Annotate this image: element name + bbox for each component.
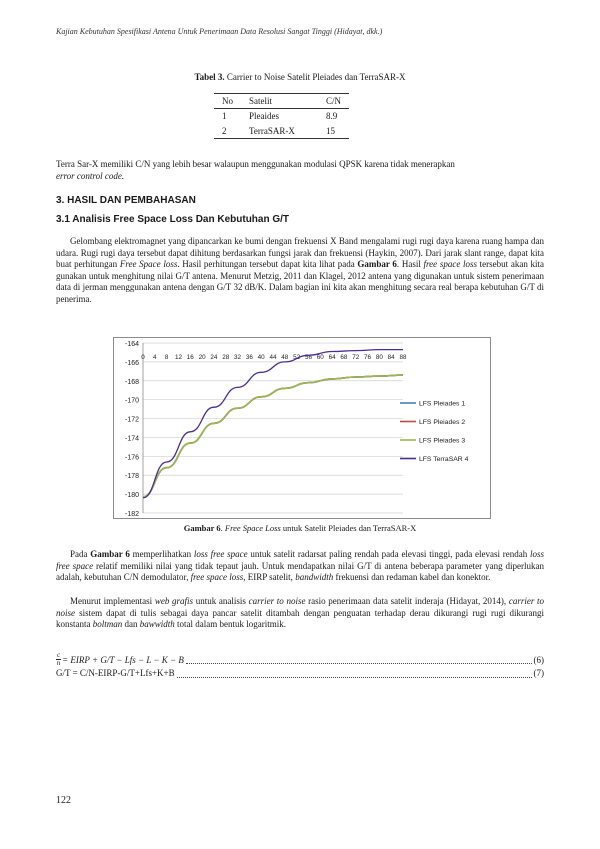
equation-leader — [177, 669, 532, 678]
paragraph-terrasar — [56, 159, 544, 182]
legend-label: LFS TerraSAR 4 — [419, 456, 469, 463]
text-italic: loss free space — [193, 549, 248, 559]
x-tick-label: 88 — [399, 354, 407, 361]
text-run: dan — [122, 619, 140, 629]
text-run: Pada — [70, 549, 91, 559]
text-run: Gelombang elektromagnet yang dipancarkan ke bumi dengan frekuensi X Band mengalami rugi rugi daya karena ruang hampa dan udara. Rugi rugi daya tersebut dapat dihitung berdasarkan fungsi jarak dan frekuensi (Haykin, 2007). Dari jarak slant range, dapat kita buat perhitungan — [56, 236, 544, 269]
y-tick-label: -176 — [124, 454, 139, 462]
text-run: untuk analisis — [193, 596, 249, 606]
fraction-denominator: n — [56, 659, 61, 667]
chart-x-ticks — [141, 354, 407, 361]
y-tick-label: -174 — [124, 435, 139, 443]
x-tick-label: 4 — [153, 354, 157, 361]
table-caption-text: Carrier to Noise Satelit Pleiades dan TerraSAR-X — [224, 72, 406, 82]
table-header-cn: C/N — [326, 96, 342, 106]
x-tick-label: 36 — [245, 354, 253, 361]
x-tick-label: 40 — [257, 354, 265, 361]
text-run: . Hasil — [396, 259, 424, 269]
text-italic: web grafis — [154, 596, 194, 606]
table-cell: 2 — [222, 125, 227, 136]
text-run: tersebut akan kita gunakan untuk menghitung nilai G/T antena. Menurut Metzig, 2011 dan Klagel, 2012 antena yang digunakan untuk sistem penerimaan data di jerman menggunakan antena dengan G/T 32 dB/K. Dalam bagian ini kita akan menghitung secara real berapa kebutuhan G/T di penerima. — [56, 259, 545, 304]
figure-caption: Gambar 6. Free Space Loss untuk Satelit Pleiades dan TerraSAR-X — [183, 523, 417, 533]
figure-caption-italic: Free Space Loss — [224, 523, 281, 533]
figure-reference: Gambar 6 — [357, 259, 397, 269]
subsection-heading: 3.1 Analisis Free Space Loss Dan Kebutuhan G/T — [56, 214, 290, 225]
x-tick-label: 48 — [281, 354, 289, 361]
y-tick-label: -178 — [124, 473, 139, 481]
figure-caption-label: Gambar 6 — [183, 523, 221, 533]
text-run: relatif memiliki nilai yang tidak tepaut jauh. Untuk mendapatkan nilai G/T di antena beberapa parameter yang diperlukan adalah, kebutuhan C/N demodulator, — [56, 560, 544, 582]
table-cell: 15 — [326, 125, 335, 136]
table-caption — [0, 72, 600, 82]
y-tick-label: -182 — [124, 511, 139, 518]
equation-number: (6) — [533, 654, 544, 665]
chart-border — [114, 338, 491, 519]
x-tick-label: 16 — [186, 354, 194, 361]
equation-7 — [56, 668, 544, 678]
x-tick-label: 68 — [340, 354, 348, 361]
page-number: 122 — [56, 795, 71, 806]
free-space-loss-chart — [113, 337, 491, 519]
y-tick-label: -172 — [124, 416, 139, 424]
x-tick-label: 72 — [352, 354, 360, 361]
x-tick-label: 44 — [269, 354, 277, 361]
x-tick-label: 60 — [316, 354, 324, 361]
equation-fraction — [56, 652, 61, 667]
text-italic: bandwidth — [295, 572, 334, 582]
x-tick-label: 12 — [174, 354, 182, 361]
table-cell: 8.9 — [326, 111, 338, 122]
satellite-cn-table — [214, 93, 349, 139]
table-row — [214, 109, 349, 124]
text-run: total dalam bentuk logaritmik. — [174, 619, 287, 629]
x-tick-label: 32 — [234, 354, 242, 361]
table-header-row — [214, 94, 349, 109]
table-row — [214, 124, 349, 139]
paragraph-text: Terra Sar-X memiliki C/N yang lebih besar walaupun menggunakan modulasi QPSK karena tidak menerapkan — [56, 159, 455, 169]
table-cell: TerraSAR-X — [249, 125, 295, 136]
x-tick-label: 76 — [364, 354, 372, 361]
table-cell: Pleaides — [249, 111, 279, 122]
x-tick-label: 56 — [304, 354, 312, 361]
x-tick-label: 0 — [141, 354, 145, 361]
paragraph-cn-implementation — [56, 596, 544, 631]
table-cell: 1 — [222, 111, 227, 122]
text-run: frekuensi dan redaman kabel dan konektor. — [333, 572, 491, 582]
y-tick-label: -166 — [124, 359, 139, 367]
x-tick-label: 28 — [222, 354, 230, 361]
y-tick-label: -164 — [124, 341, 139, 348]
x-tick-label: 80 — [375, 354, 383, 361]
figure-reference: Gambar 6 — [90, 549, 130, 559]
text-run: Menurut implementasi — [70, 596, 155, 606]
x-tick-label: 64 — [328, 354, 336, 361]
text-run: untuk satelit radarsat paling rendah pada elevasi tinggi, pada elevasi rendah — [247, 549, 530, 559]
paragraph-italic: error control code. — [56, 170, 125, 181]
y-tick-label: -170 — [124, 397, 139, 405]
paragraph-fsl-discussion — [56, 549, 544, 584]
legend-label: LFS Pleiades 1 — [419, 400, 466, 408]
text-italic: boltman — [92, 619, 123, 629]
figure-caption-rest: untuk Satelit Pleiades dan TerraSAR-X — [280, 523, 417, 533]
equation-expression: G/T = C/N-EIRP-G/T+Lfs+K+B — [56, 668, 175, 678]
table-header-satelit: Satelit — [249, 96, 272, 106]
legend-label: LFS Pleiades 2 — [419, 419, 466, 426]
text-run: rasio penerimaan data satelit inderaja (Hidayat, 2014), — [305, 596, 509, 606]
y-tick-label: -180 — [124, 492, 139, 500]
x-tick-label: 24 — [210, 354, 218, 361]
text-italic: free space loss — [190, 572, 244, 582]
x-tick-label: 20 — [198, 354, 206, 361]
equation-number: (7) — [533, 668, 544, 678]
text-run: , EIRP satelit, — [243, 572, 296, 582]
x-tick-label: 84 — [387, 354, 395, 361]
table-header-no: No — [222, 96, 233, 106]
text-italic: carrier to noise — [248, 596, 306, 606]
text-italic: carrier to noise — [56, 596, 545, 618]
legend-label: LFS Pleiades 3 — [419, 437, 466, 445]
x-tick-label: 8 — [164, 354, 169, 361]
x-tick-label: 52 — [293, 354, 301, 361]
text-italic: Free Space loss — [119, 259, 178, 269]
text-run: . Hasil perhitungan tersebut dapat kita lihat pada — [177, 259, 358, 269]
equation-leader — [186, 655, 532, 664]
fraction-numerator: c — [57, 651, 61, 659]
text-italic: loss free space — [56, 549, 545, 571]
equation-6 — [56, 652, 544, 667]
text-italic: bawwidth — [139, 619, 175, 629]
paragraph-fsl-intro — [56, 236, 544, 305]
table-caption-label: Tabel 3. — [194, 72, 225, 82]
running-head: Kajian Kebutuhan Spesifikasi Antena Untuk Penerimaan Data Resolusi Sangat Tinggi (Hidayat, dkk.) — [56, 27, 383, 36]
text-run: sistem dapat di tulis sebagai daya pancar satelit ditambah dengan penguatan terhadap derau dikurangi rugi rugi dikurangi konstanta — [56, 607, 544, 629]
section-heading: 3. HASIL DAN PEMBAHASAN — [56, 195, 196, 206]
text-run: memperlihatkan — [129, 549, 194, 559]
y-tick-label: -168 — [124, 378, 139, 386]
equation-expression: = EIRP + G/T − Lfs − L − K − B — [62, 654, 184, 665]
text-italic: free space loss — [423, 259, 478, 269]
